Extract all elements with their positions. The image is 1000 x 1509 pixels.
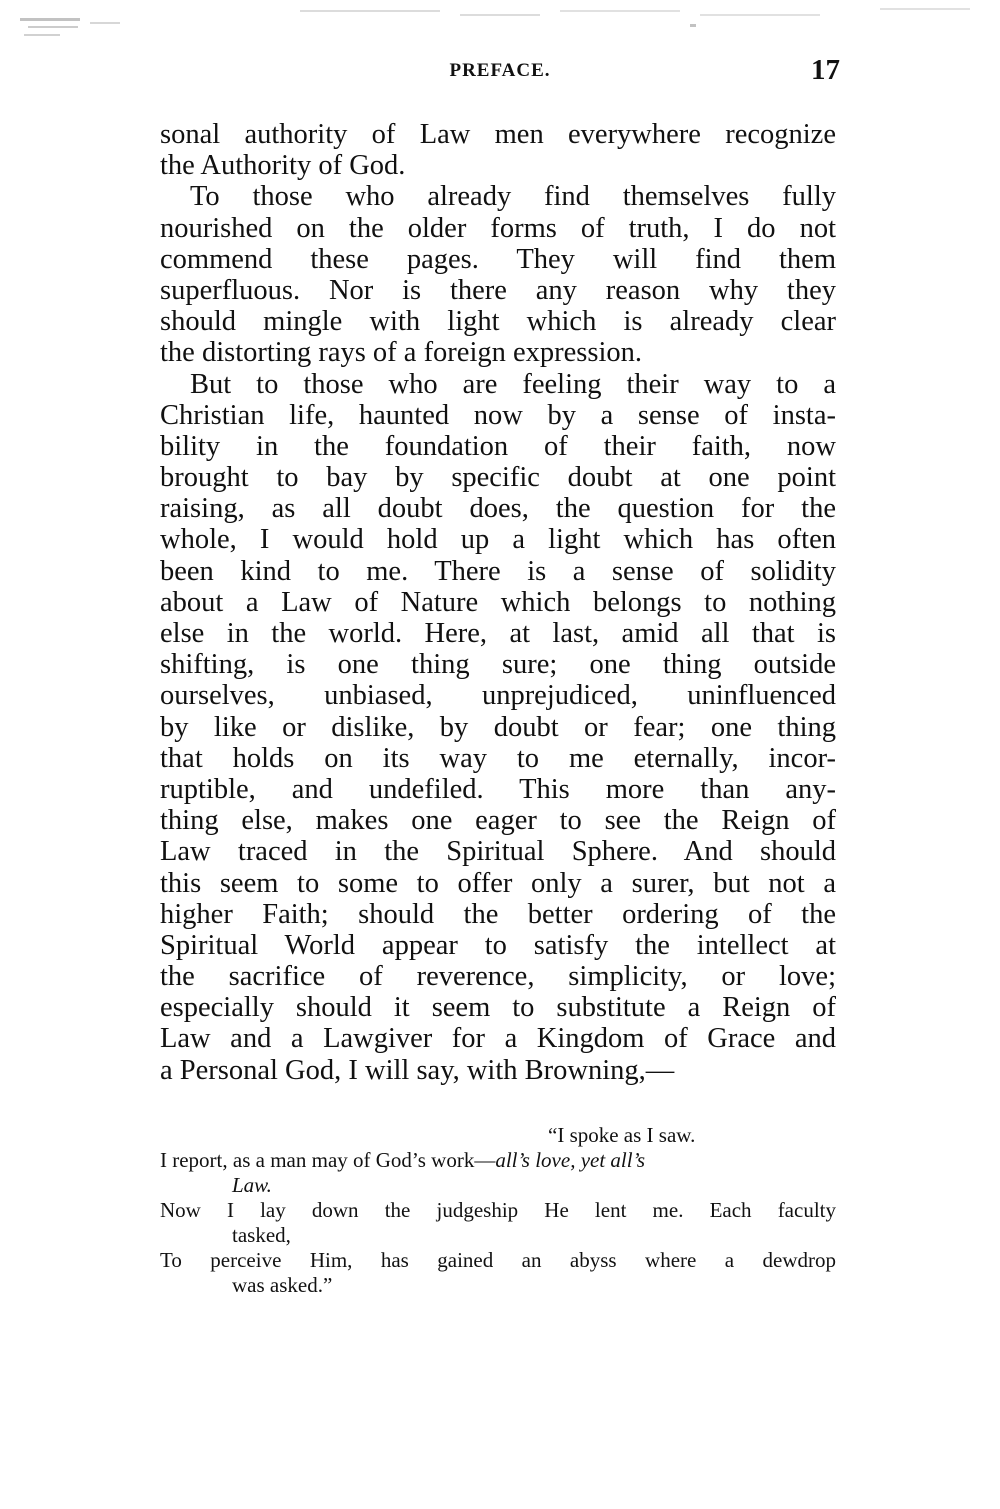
text-line: Spiritual World appear to satisfy the intellect at xyxy=(160,929,836,961)
text-line: superfluous. Nor is there any reason why they xyxy=(160,274,836,306)
text-line: Law and a Lawgiver for a Kingdom of Grace and xyxy=(160,1023,836,1055)
text-line: the sacrifice of reverence, simplicity, or love; xyxy=(160,961,836,993)
quote-line xyxy=(160,1148,836,1173)
text-line: sonal authority of Law men everywhere recognize xyxy=(160,119,836,150)
quote-line-italic: Law. xyxy=(232,1173,272,1197)
text-line: commend these pages. They will find them xyxy=(160,243,836,275)
running-title: PREFACE. xyxy=(449,60,551,81)
text-line: higher Faith; should the better ordering of the xyxy=(160,898,836,930)
text-line: about a Law of Nature which belongs to nothing xyxy=(160,586,836,618)
text-line: bility in the foundation of their faith, now xyxy=(160,430,836,462)
text-line: To those who already find themselves fully xyxy=(190,181,836,213)
text-line: the distorting rays of a foreign expression. xyxy=(160,337,643,369)
quote-line-italic: all’s love, yet all’s xyxy=(495,1148,646,1172)
text-line: brought to bay by specific doubt at one point xyxy=(160,462,836,494)
text-line: Christian life, haunted now by a sense of insta- xyxy=(160,399,836,431)
text-line: whole, I would hold up a light which has often xyxy=(160,524,836,556)
text-line: been kind to me. There is a sense of solidity xyxy=(160,555,836,587)
quote-line: Now I lay down the judgeship He lent me. Each faculty xyxy=(160,1198,836,1222)
text-line: especially should it seem to substitute a Reign of xyxy=(160,992,836,1024)
text-line: nourished on the older forms of truth, I do not xyxy=(160,212,836,244)
quote-line xyxy=(160,1173,836,1198)
text-line: thing else, makes one eager to see the Reign of xyxy=(160,805,836,837)
scan-speckle-artifacts xyxy=(0,0,1000,50)
text-line: shifting, is one thing sure; one thing outside xyxy=(160,649,836,681)
text-line: raising, as all doubt does, the question for the xyxy=(160,493,836,525)
text-line: that holds on its way to me eternally, incor- xyxy=(160,742,836,774)
browning-quotation xyxy=(160,1123,836,1298)
page-number: 17 xyxy=(811,54,840,86)
quote-line: To perceive Him, has gained an abyss where a dewdrop xyxy=(160,1248,836,1272)
running-head xyxy=(160,54,840,92)
text-line: But to those who are feeling their way to a xyxy=(190,368,836,400)
text-line: ourselves, unbiased, unprejudiced, uninfluenced xyxy=(160,680,836,712)
quote-line: was asked.” xyxy=(232,1273,333,1297)
text-line: else in the world. Here, at last, amid all that is xyxy=(160,618,836,649)
preface-body-text xyxy=(160,119,836,1086)
text-line: Law traced in the Spiritual Sphere. And should xyxy=(160,836,836,868)
text-line: should mingle with light which is already clear xyxy=(160,306,836,338)
text-line: this seem to some to offer only a surer, but not a xyxy=(160,867,836,899)
quote-line: “I spoke as I saw. xyxy=(548,1123,696,1147)
quote-line: tasked, xyxy=(232,1223,291,1247)
quote-line-text: I report, as a man may of God’s work— xyxy=(160,1148,496,1172)
text-line: ruptible, and undefiled. This more than any- xyxy=(160,773,836,805)
text-line: a Personal God, I will say, with Browning,— xyxy=(160,1054,675,1086)
text-line: by like or dislike, by doubt or fear; one thing xyxy=(160,711,836,743)
text-line: the Authority of God. xyxy=(160,150,406,182)
